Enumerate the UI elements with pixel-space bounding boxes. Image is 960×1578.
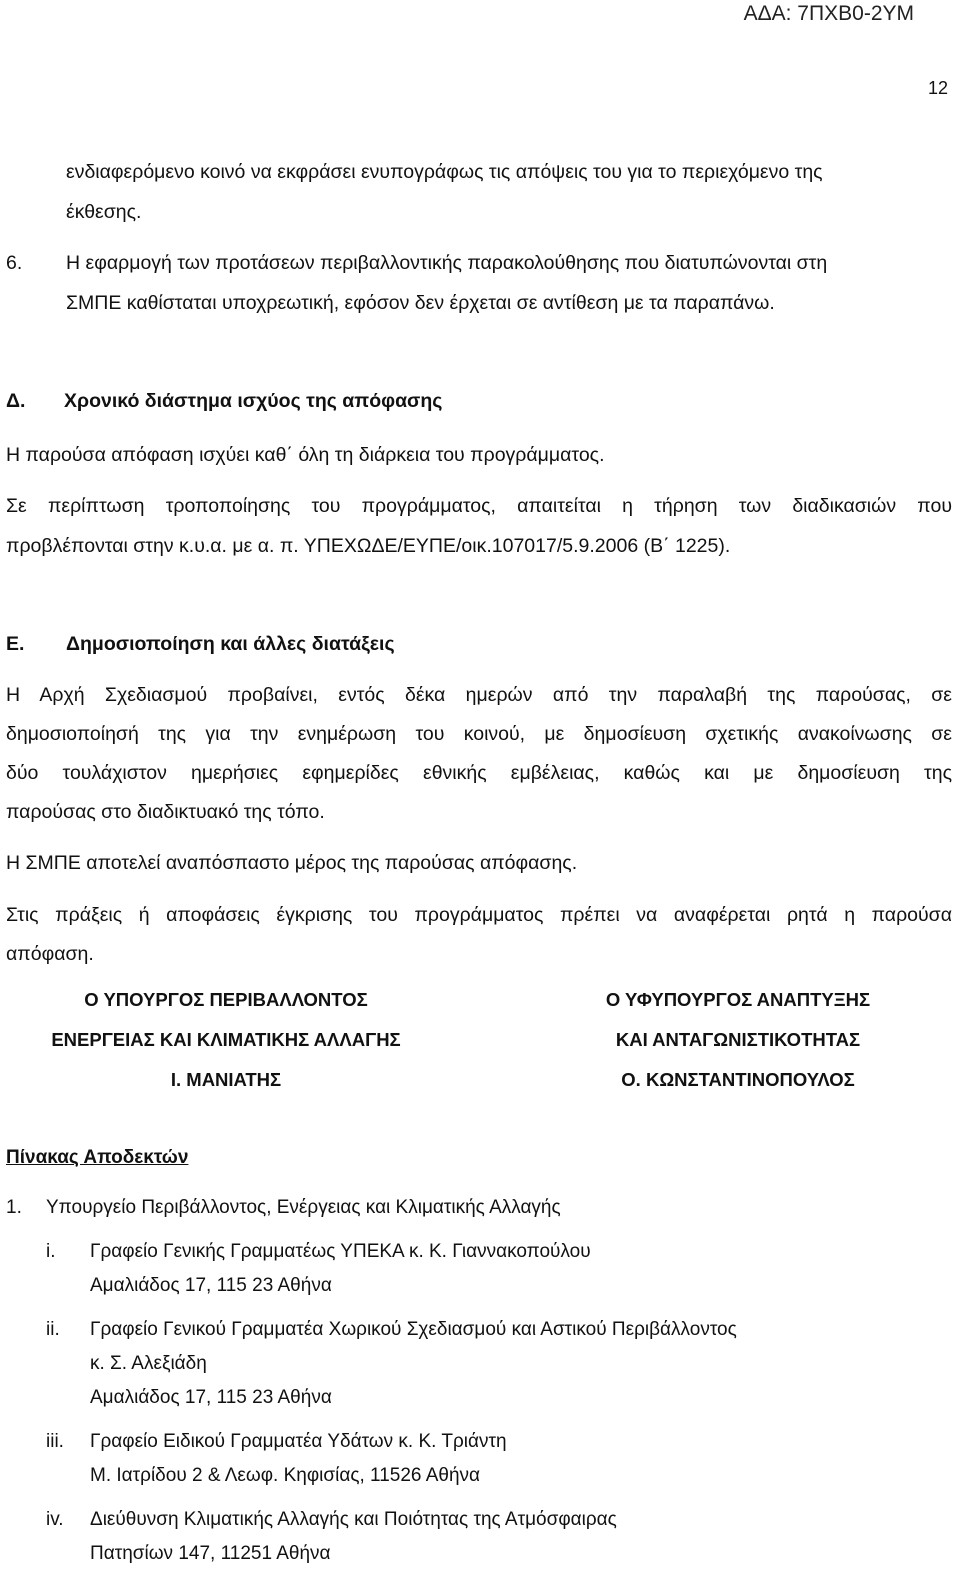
- recipient-sub-iv-line-2: Πατησίων 147, 11251 Αθήνα: [90, 1543, 331, 1564]
- section-d-title: Χρονικό διάστημα ισχύος της απόφασης: [64, 390, 443, 412]
- recipient-sub-i-line-2: Αμαλιάδος 17, 115 23 Αθήνα: [90, 1275, 332, 1296]
- recipient-sub-ii-line-3: Αμαλιάδος 17, 115 23 Αθήνα: [90, 1387, 332, 1408]
- recipient-sub-ii-number: ii.: [46, 1319, 60, 1340]
- signature-left-line-2: ΕΝΕΡΓΕΙΑΣ ΚΑΙ ΚΛΙΜΑΤΙΚΗΣ ΑΛΛΑΓΗΣ: [51, 1029, 401, 1050]
- recipient-1-number: 1.: [6, 1197, 22, 1218]
- section-e-paragraph-1-line-4: παρούσας στο διαδικτυακό της τόπο.: [6, 801, 325, 823]
- section-e-paragraph-3-line-1: Στις πράξεις ή αποφάσεις έγκρισης του προγράμματος πρέπει να αναφέρεται ρητά η παρούσα: [6, 904, 952, 926]
- section-e-letter: Ε.: [6, 633, 25, 655]
- recipient-sub-i-line-1: Γραφείο Γενικής Γραμματέως ΥΠΕΚΑ κ. Κ. Γιαννακοπούλου: [90, 1241, 591, 1262]
- recipient-sub-iii-line-2: Μ. Ιατρίδου 2 & Λεωφ. Κηφισίας, 11526 Αθήνα: [90, 1465, 480, 1486]
- recipient-sub-i-number: i.: [46, 1241, 56, 1262]
- section-e-paragraph-3-line-2: απόφαση.: [6, 943, 94, 965]
- recipients-title: Πίνακας Αποδεκτών: [6, 1147, 189, 1168]
- recipient-sub-iv-line-1: Διεύθυνση Κλιματικής Αλλαγής και Ποιότητας της Ατμόσφαιρας: [90, 1509, 617, 1530]
- recipient-sub-iii-number: iii.: [46, 1431, 64, 1452]
- ada-code: ΑΔΑ: 7ΠΧΒ0-2ΥΜ: [743, 2, 914, 25]
- signature-left-name: Ι. ΜΑΝΙΑΤΗΣ: [170, 1069, 282, 1090]
- intro-line-2: έκθεσης.: [66, 201, 142, 223]
- recipient-1: Υπουργείο Περιβάλλοντος, Ενέργειας και Κλιματικής Αλλαγής: [46, 1197, 561, 1218]
- signature-right-line-2: ΚΑΙ ΑΝΤΑΓΩΝΙΣΤΙΚΟΤΗΤΑΣ: [615, 1029, 861, 1050]
- page-number: 12: [927, 78, 948, 98]
- intro-line-1: ενδιαφερόμενο κοινό να εκφράσει ενυπογράφως τις απόψεις του για το περιεχόμενο της: [66, 161, 823, 183]
- recipient-sub-iii-line-1: Γραφείο Ειδικού Γραμματέα Υδάτων κ. Κ. Τριάντη: [90, 1431, 507, 1452]
- signature-right-line-1: Ο ΥΦΥΠΟΥΡΓΟΣ ΑΝΑΠΤΥΞΗΣ: [605, 989, 871, 1010]
- section-d-paragraph-1: Η παρούσα απόφαση ισχύει καθ΄ όλη τη διάρκεια του προγράμματος.: [6, 444, 605, 466]
- recipient-sub-ii-line-1: Γραφείο Γενικού Γραμματέα Χωρικού Σχεδιασμού και Αστικού Περιβάλλοντος: [90, 1319, 737, 1340]
- item-6-line-1: Η εφαρμογή των προτάσεων περιβαλλοντικής παρακολούθησης που διατυπώνονται στη: [66, 252, 828, 274]
- section-d-letter: Δ.: [6, 390, 26, 412]
- recipient-sub-iv-number: iv.: [46, 1509, 64, 1530]
- recipient-sub-ii-line-2: κ. Σ. Αλεξιάδη: [90, 1353, 207, 1374]
- item-6-number: 6.: [6, 252, 23, 274]
- section-e-paragraph-1-line-1: Η Αρχή Σχεδιασμού προβαίνει, εντός δέκα ημερών από την παραλαβή της παρούσας, σε: [6, 684, 952, 706]
- section-e-paragraph-1-line-2: δημοσιοποίησή της για την ενημέρωση του κοινού, με δημοσίευση σχετικής ανακοίνωσης σε: [6, 723, 952, 745]
- signature-left-line-1: Ο ΥΠΟΥΡΓΟΣ ΠΕΡΙΒΑΛΛΟΝΤΟΣ: [84, 989, 368, 1010]
- section-e-paragraph-1-line-3: δύο τουλάχιστον ημερήσιες εφημερίδες εθνικής εμβέλειας, καθώς και με δημοσίευση της: [6, 762, 952, 784]
- signature-right-name: Ο. ΚΩΝΣΤΑΝΤΙΝΟΠΟΥΛΟΣ: [621, 1069, 855, 1090]
- section-d-paragraph-2-line-1: Σε περίπτωση τροποποίησης του προγράμματος, απαιτείται η τήρηση των διαδικασιών που: [6, 495, 952, 517]
- section-e-paragraph-2: Η ΣΜΠΕ αποτελεί αναπόσπαστο μέρος της παρούσας απόφασης.: [6, 852, 578, 874]
- section-d-paragraph-2-line-2: προβλέπονται στην κ.υ.α. με α. π. ΥΠΕΧΩΔΕ/ΕΥΠΕ/οικ.107017/5.9.2006 (Β΄ 1225).: [6, 535, 731, 557]
- section-e-title: Δημοσιοποίηση και άλλες διατάξεις: [66, 633, 395, 655]
- item-6-line-2: ΣΜΠΕ καθίσταται υποχρεωτική, εφόσον δεν έρχεται σε αντίθεση με τα παραπάνω.: [66, 292, 775, 314]
